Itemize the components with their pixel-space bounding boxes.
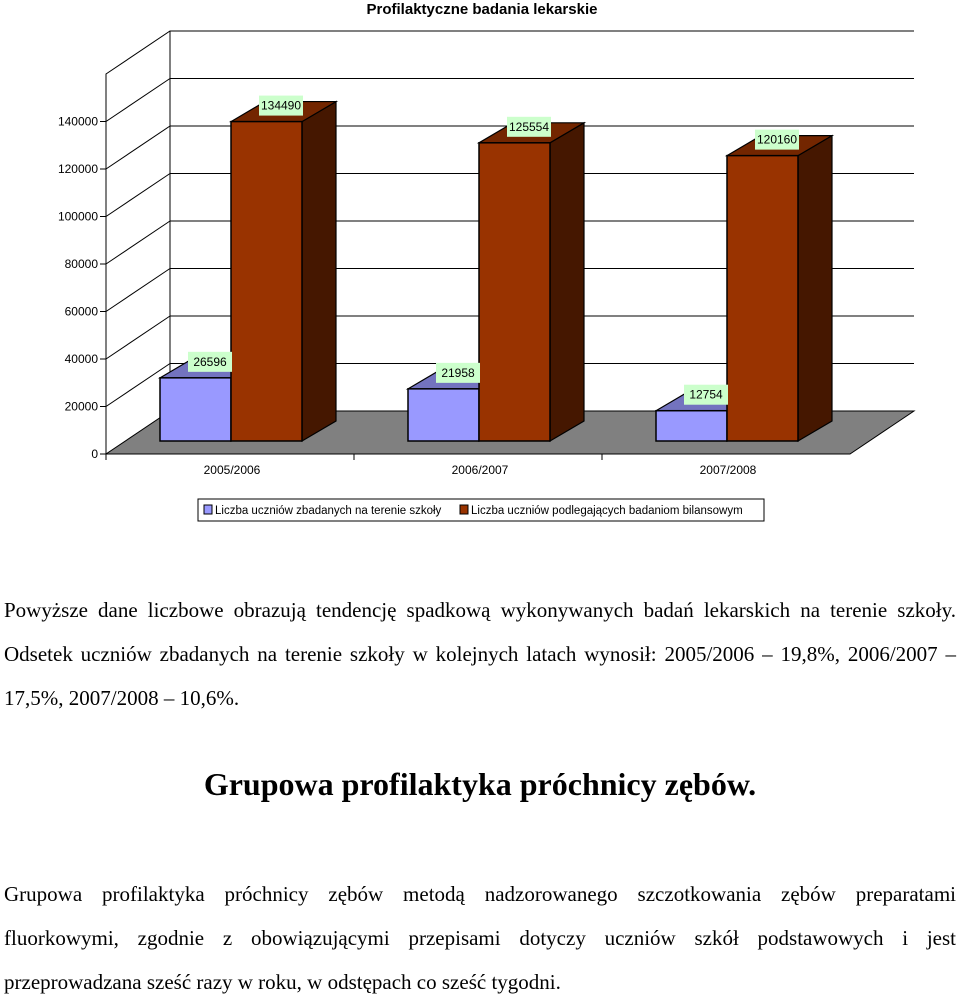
bar-front bbox=[656, 411, 727, 441]
bar bbox=[231, 102, 336, 441]
bar-front bbox=[479, 143, 550, 441]
y-tick-label: 120000 bbox=[57, 162, 98, 176]
bar bbox=[479, 123, 584, 441]
y-tick-label: 40000 bbox=[64, 352, 98, 366]
legend-swatch bbox=[460, 505, 468, 514]
gridline-diagonal bbox=[106, 126, 170, 169]
bar-front bbox=[727, 156, 798, 441]
data-label: 21958 bbox=[441, 365, 475, 380]
legend bbox=[198, 499, 764, 521]
bars bbox=[160, 102, 832, 441]
x-tick-label: 2006/2007 bbox=[451, 463, 509, 477]
bar-side bbox=[302, 102, 336, 441]
y-tick-label: 0 bbox=[91, 447, 98, 461]
gridline-diagonal bbox=[106, 79, 170, 122]
y-tick-label: 20000 bbox=[64, 399, 98, 414]
gridline-diagonal bbox=[106, 221, 170, 264]
paragraph-exam-trend: Powyższe dane liczbowe obrazują tendencję spadkową wykonywanych badań lekarskich na terenie szkoły. Odsetek uczniów zbadanych na terenie szkoły w kolejnych latach wynosił: 2005/2006 – 19,8%, 2006/2007 – 17,5%, 2007/2008 – 10,6%. bbox=[4, 598, 956, 710]
x-tick-label: 2005/2006 bbox=[203, 463, 261, 477]
x-tick-label: 2007/2008 bbox=[699, 463, 757, 477]
bar-front bbox=[231, 122, 302, 441]
bar-side bbox=[550, 123, 584, 441]
y-tick-label: 140000 bbox=[57, 114, 98, 129]
data-label: 120160 bbox=[756, 132, 798, 147]
legend-swatch bbox=[204, 505, 212, 514]
bar-side bbox=[798, 136, 832, 441]
data-label: 134490 bbox=[260, 98, 302, 113]
section-heading: Grupowa profilaktyka próchnicy zębów. bbox=[203, 766, 757, 802]
gridline-diagonal bbox=[106, 174, 170, 217]
y-tick-label: 100000 bbox=[57, 209, 98, 224]
gridline-diagonal bbox=[106, 316, 170, 359]
data-label: 26596 bbox=[193, 354, 227, 369]
bar-front bbox=[408, 389, 479, 441]
data-label: 125554 bbox=[508, 119, 550, 134]
bar-front bbox=[160, 378, 231, 441]
legend-label: Liczba uczniów podlegających badaniom bilansowym bbox=[471, 505, 743, 517]
y-tick-label: 80000 bbox=[64, 257, 98, 271]
legend-label: Liczba uczniów zbadanych na terenie szkoły bbox=[215, 505, 442, 517]
data-label: 12754 bbox=[689, 387, 723, 402]
y-tick-label: 60000 bbox=[64, 304, 98, 319]
bar bbox=[727, 136, 832, 441]
paragraph-brushing: Grupowa profilaktyka próchnicy zębów metodą nadzorowanego szczotkowania zębów preparatami fluorkowymi, zgodnie z obowiązującymi przepisami dotyczy uczniów szkół podstawowych i jest przeprowadzana sześć razy w roku, w odstępach co sześć tygodni. bbox=[4, 882, 956, 994]
chart-title: Profilaktyczne badania lekarskie bbox=[366, 1, 598, 18]
gridline-diagonal bbox=[106, 269, 170, 312]
